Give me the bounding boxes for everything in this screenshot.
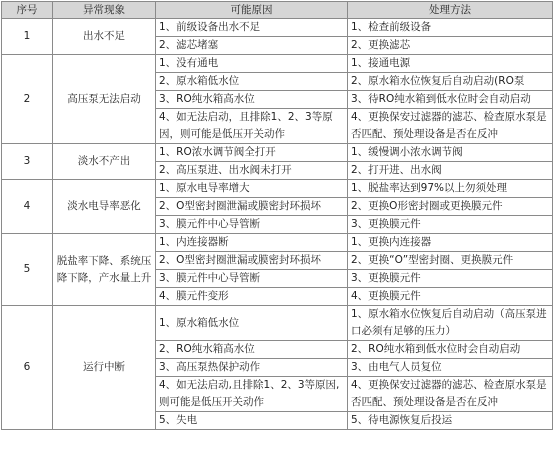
cause-cell: 1、RO浓水调节阀全打开 <box>156 144 348 162</box>
fix-cell: 2、更换O形密封圈或更换膜元件 <box>348 198 553 216</box>
cause-cell: 3、高压泵热保护动作 <box>156 359 348 377</box>
cause-cell: 2、O型密封圈泄漏或膜密封环损坏 <box>156 252 348 270</box>
symptom-cell: 淡水不产出 <box>53 144 156 180</box>
table-row <box>2 234 553 252</box>
header-cause: 可能原因 <box>156 2 348 19</box>
cause-cell: 3、膜元件中心导管断 <box>156 216 348 234</box>
fix-cell: 1、原水箱水位恢复后自动启动（高压泵进口必须有足够的压力） <box>348 306 553 341</box>
fix-cell: 3、待RO纯水箱到低水位时会自动启动 <box>348 91 553 109</box>
header-no: 序号 <box>2 2 53 19</box>
fix-cell: 3、更换膜元件 <box>348 270 553 288</box>
cause-cell: 3、RO纯水箱高水位 <box>156 91 348 109</box>
table-row <box>2 180 553 198</box>
table-row <box>2 55 553 73</box>
fix-cell: 1、更换内连接器 <box>348 234 553 252</box>
cause-cell: 1、没有通电 <box>156 55 348 73</box>
table-row <box>2 306 553 341</box>
fix-cell: 2、更换滤芯 <box>348 37 553 55</box>
fix-cell: 4、更换保安过滤器的滤芯、检查原水泵是否匹配、预处理设备是否在反冲 <box>348 109 553 144</box>
row-number-cell: 3 <box>2 144 53 180</box>
cause-cell: 4、如无法启动,且排除1、2、3等原因,则可能是低压开关动作 <box>156 377 348 412</box>
fix-cell: 2、更换“O”型密封圈、更换膜元件 <box>348 252 553 270</box>
cause-cell: 5、失电 <box>156 412 348 430</box>
cause-cell: 2、滤芯堵塞 <box>156 37 348 55</box>
row-number-cell: 6 <box>2 306 53 430</box>
troubleshooting-table <box>1 1 553 430</box>
fix-cell: 3、更换膜元件 <box>348 216 553 234</box>
cause-cell: 1、前级设备出水不足 <box>156 19 348 37</box>
symptom-cell: 脱盐率下降、系统压降下降，产水量上升 <box>53 234 156 306</box>
fix-cell: 1、接通电源 <box>348 55 553 73</box>
cause-cell: 1、内连接器断 <box>156 234 348 252</box>
fix-cell: 1、脱盐率达到97%以上勿须处理 <box>348 180 553 198</box>
fix-cell: 1、缓慢调小浓水调节阀 <box>348 144 553 162</box>
row-number-cell: 4 <box>2 180 53 234</box>
header-fix: 处理方法 <box>348 2 553 19</box>
cause-cell: 1、原水电导率增大 <box>156 180 348 198</box>
row-number-cell: 1 <box>2 19 53 55</box>
fix-cell: 2、原水箱水位恢复后自动启动(RO泵 <box>348 73 553 91</box>
header-symptom: 异常现象 <box>53 2 156 19</box>
symptom-cell: 运行中断 <box>53 306 156 430</box>
fix-cell: 5、待电源恢复后投运 <box>348 412 553 430</box>
cause-cell: 4、膜元件变形 <box>156 288 348 306</box>
cause-cell: 1、原水箱低水位 <box>156 306 348 341</box>
cause-cell: 3、膜元件中心导管断 <box>156 270 348 288</box>
cause-cell: 2、高压泵进、出水阀未打开 <box>156 162 348 180</box>
table-row <box>2 19 553 37</box>
symptom-cell: 淡水电导率恶化 <box>53 180 156 234</box>
fix-cell: 3、由电气人员复位 <box>348 359 553 377</box>
fix-cell: 4、更换膜元件 <box>348 288 553 306</box>
troubleshooting-table-container <box>1 1 552 430</box>
table-body <box>2 19 553 430</box>
fix-cell: 2、RO纯水箱到低水位时会自动启动 <box>348 341 553 359</box>
header-row <box>2 2 553 19</box>
cause-cell: 2、RO纯水箱高水位 <box>156 341 348 359</box>
fix-cell: 4、更换保安过滤器的滤芯、检查原水泵是否匹配、预处理设备是否在反冲 <box>348 377 553 412</box>
table-row <box>2 144 553 162</box>
cause-cell: 2、O型密封圈泄漏或膜密封环损坏 <box>156 198 348 216</box>
row-number-cell: 2 <box>2 55 53 144</box>
fix-cell: 2、打开进、出水阀 <box>348 162 553 180</box>
cause-cell: 2、原水箱低水位 <box>156 73 348 91</box>
cause-cell: 4、如无法启动，且排除1、2、3等原因，则可能是低压开关动作 <box>156 109 348 144</box>
fix-cell: 1、检查前级设备 <box>348 19 553 37</box>
symptom-cell: 出水不足 <box>53 19 156 55</box>
symptom-cell: 高压泵无法启动 <box>53 55 156 144</box>
row-number-cell: 5 <box>2 234 53 306</box>
